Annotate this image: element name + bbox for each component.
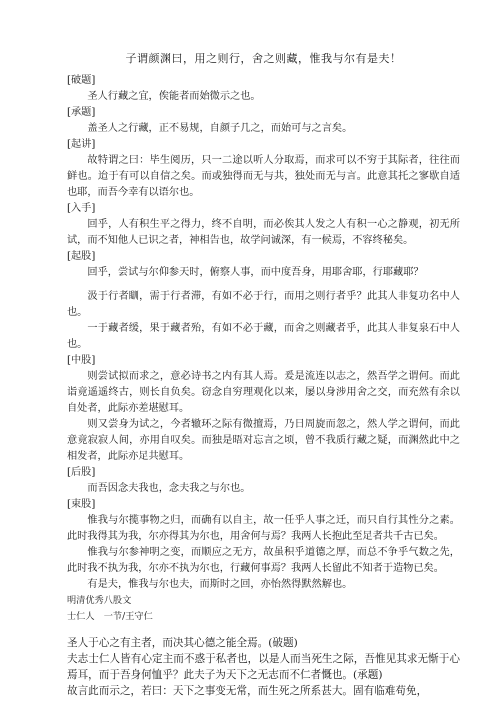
section-label: [束股]: [67, 499, 96, 510]
section-zhonggu: [67, 353, 460, 465]
section-paragraph: 盖圣人之行藏，正不易规，自颜子几之，而始可与之言矣。: [87, 123, 353, 134]
section-chengti: [67, 105, 460, 137]
section-paragraph: 汲于行者瞓，需于行者滞，有如不必于行，而用之则行者乎？此其人非复功名中人也。: [67, 291, 460, 318]
section-label: [破题]: [67, 75, 96, 86]
section-paragraph: 而吾因念夫我也，念夫我之与尔也。: [87, 483, 251, 494]
essay-title: 子谓颜渊曰，用之则行，舍之则藏，惟我与尔有是夫！: [125, 52, 402, 65]
paragraph-gap: [67, 281, 460, 289]
section-paragraph: 圣人行藏之宜，俟能者而始微示之也。: [87, 91, 261, 102]
section-paragraph: 回乎，尝试与尔仰参天时，俯察人事，而中度吾身，用耶舍耶，行耶藏耶？: [87, 267, 424, 278]
section-label: [承题]: [67, 107, 96, 118]
section-label: [后股]: [67, 467, 96, 478]
section-qigu: [67, 249, 460, 353]
section-label: [入手]: [67, 203, 96, 214]
section-poti: [67, 73, 460, 105]
body-paragraph: 圣人于心之有主者，而决其心德之能全焉。(破题): [67, 637, 298, 649]
section-label: [起股]: [67, 251, 96, 262]
second-essay: [67, 635, 460, 699]
section-rushou: [67, 201, 460, 249]
section-paragraph: 惟我与尔参神明之变，而顺应之无方，故虽积乎道德之厚，而总不争乎气数之先，此时我不执为我，尔亦不执为尔也，行藏何事焉？我两人长留此不知者于造物已矣。: [67, 547, 460, 574]
section-qijiang: [67, 137, 460, 201]
section-hougu: [67, 465, 460, 497]
section-label: [中股]: [67, 355, 96, 366]
section-shugu: [67, 497, 460, 593]
section-paragraph: 一于藏者缓，果于藏者殆，有如不必于藏，而舍之则藏者乎，此其人非复泉石中人也。: [67, 323, 460, 350]
section-paragraph: 则又尝身为试之，今者辙环之际有微擅焉，乃日周旋而忽之，然人学之谓何，而此意竟寂寂人间，亦用自叹矣。而独是晤对忘言之顷，曾不我质行藏之疑，而渊然此中之相发者，此际亦足共慰耳。: [67, 419, 460, 462]
source-line: 明清优秀八股文: [67, 595, 132, 606]
section-paragraph: 则尝试拟而求之，意必诗书之内有其人焉。爰是流连以志之，然吾学之谓何。而此诣竟遥遥终古，则长自负矣。窃念自穷理观化以来，屡以身涉用舍之交，而充然有余以自处者，此际亦差堪慰耳。: [67, 371, 460, 414]
section-label: [起讲]: [67, 139, 96, 150]
section-paragraph: 惟我与尔揽事物之归，而确有以自主，故一任乎人事之迁，而只自行其性分之素。此时我得其为我，尔亦得其为尔也，用舍何与焉？我两人长抱此至足者共千古已矣。: [67, 515, 460, 542]
body-paragraph: 故言此而示之，若曰：天下之事变无常，而生死之所系甚大。固有临难苟免，: [67, 685, 428, 697]
section-paragraph: 故特谓之曰：毕生阅历，只一二途以听人分取焉，而求可以不穷于其际者，往往而鲜也。迨于有可以自信之矣。而或独得而无与共，独处而无与言。此意其托之寥歇自适也耶，而吾今幸有以语尔也。: [67, 155, 460, 198]
section-paragraph: 有是夫，惟我与尔也夫，而斯时之回，亦怡然得默然解也。: [87, 579, 353, 590]
body-paragraph: 夫志士仁人皆有心定主而不惑于私者也，以是人而当死生之际，吾惟见其求无惭于心焉耳，而于吾身何恤乎？此夫子为天下之无志而不仁者慨也。(承题): [67, 653, 460, 681]
author-line: 士仁人 一节/王守仁: [67, 611, 153, 622]
section-paragraph: 回乎，人有积生平之得力，终不自明，而必俟其人发之人有积一心之静观，初无所试，而不知他人已识之者，神相告也，故学问诚深，有一候焉，不容终秘矣。: [67, 219, 460, 246]
